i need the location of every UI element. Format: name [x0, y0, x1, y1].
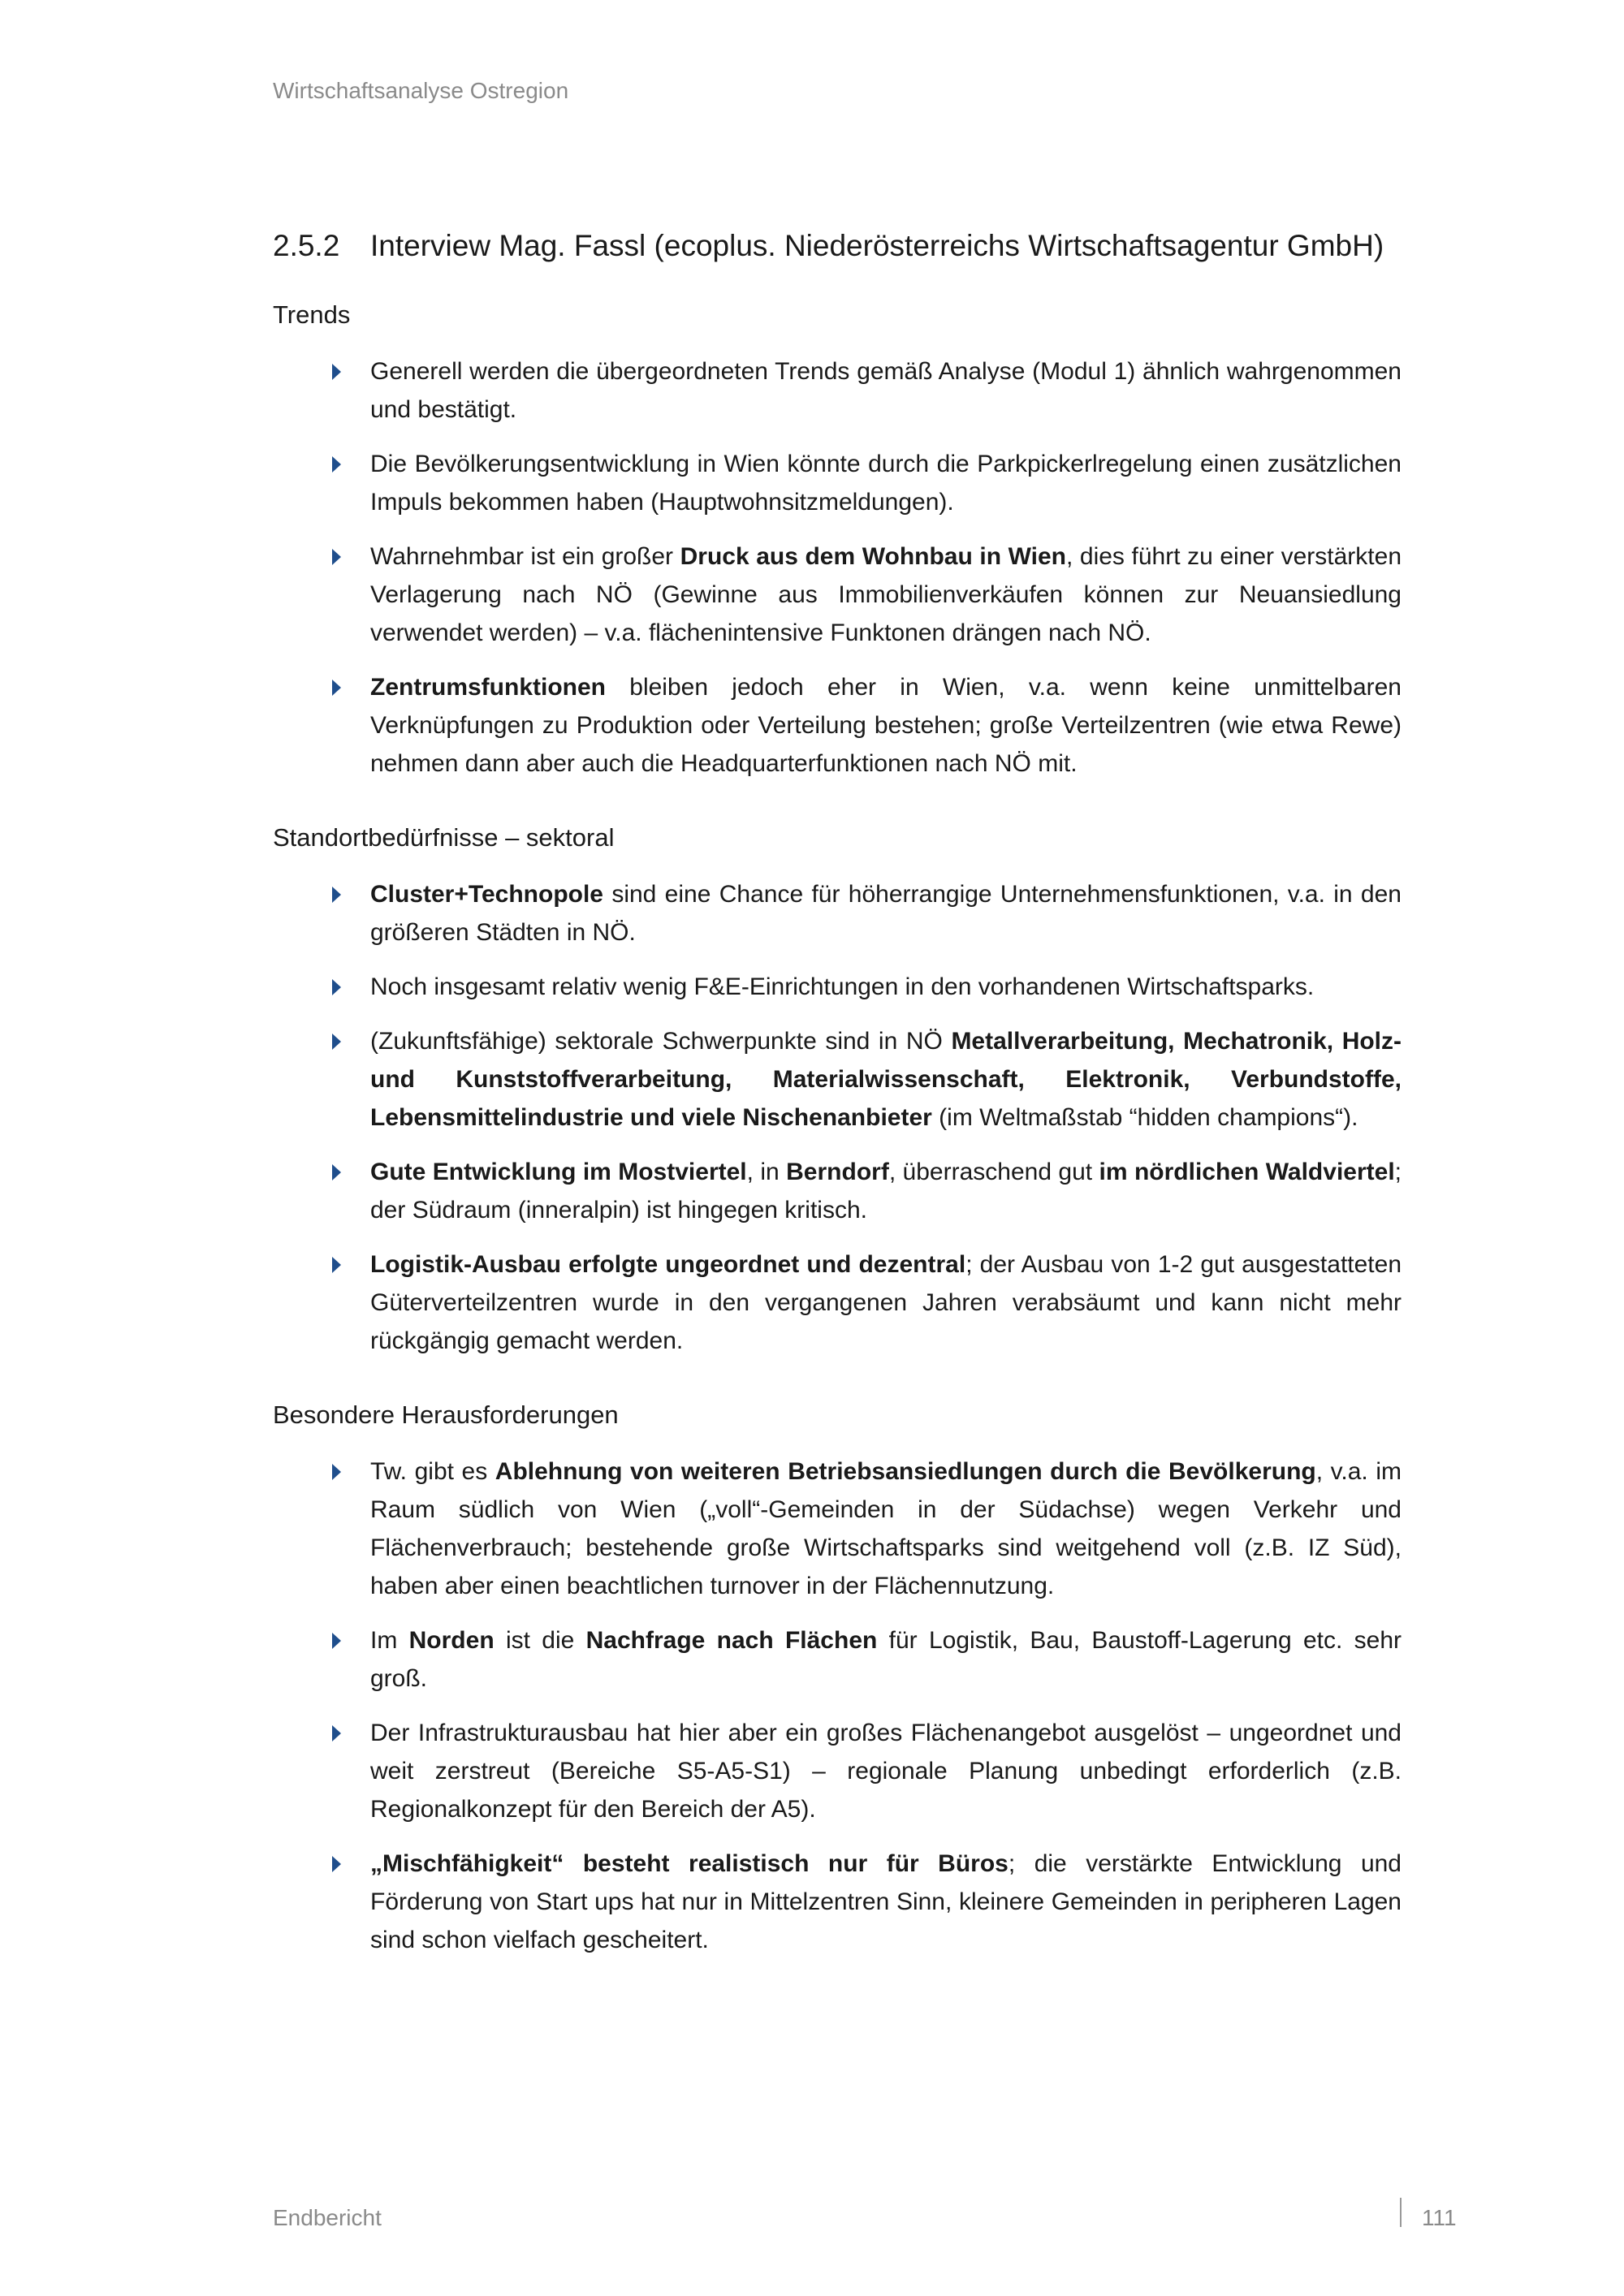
- text-segment: Tw. gibt es: [370, 1458, 495, 1485]
- page-content: [273, 229, 1402, 2000]
- bullet-item: [273, 1714, 1402, 1828]
- triangle-bullet-icon: [332, 549, 341, 565]
- triangle-bullet-icon: [332, 456, 341, 473]
- bullet-item: [273, 1845, 1402, 1959]
- bullet-list: [273, 1452, 1402, 1959]
- triangle-bullet-icon: [332, 1856, 341, 1872]
- text-segment: Der Infrastrukturausbau hat hier aber ein großes Flächenangebot ausgelöst – ungeordnet und weit zerstreut (Bereiche S5-A5-S1) – regionale Planung unbedingt erforderlich (z.B. Regionalkonzept für den Bereich der A5).: [370, 1720, 1402, 1823]
- text-segment: bleiben jedoch eher in Wien, v.a. wenn keine unmittelbaren Verknüpfungen zu Produktion oder Verteilung bestehen; große Verteilzentren (wie etwa Rewe) nehmen dann aber auch die Headquarterfunktionen nach NÖ mit.: [370, 674, 1402, 777]
- triangle-bullet-icon: [332, 1257, 341, 1273]
- bold-text: Logistik-Ausbau erfolgte ungeordnet und dezentral: [370, 1251, 966, 1278]
- triangle-bullet-icon: [332, 979, 341, 995]
- bold-text: Zentrumsfunktionen: [370, 674, 606, 701]
- bullet-list: [273, 352, 1402, 783]
- text-segment: Wahrnehmbar ist ein großer: [370, 543, 680, 570]
- bullet-item: [273, 537, 1402, 652]
- bold-text: Metallverarbeitung, Mechatronik, Holz- und Kunststoffverarbeitung, Materialwissenschaft, Elektronik, Verbundstoffe, Lebensmittelindustrie und viele Nischenanbieter: [370, 1028, 1402, 1131]
- bold-text: Druck aus dem Wohnbau in Wien: [680, 543, 1066, 570]
- section-heading: [273, 229, 1402, 263]
- bullet-item: [273, 1621, 1402, 1698]
- triangle-bullet-icon: [332, 1164, 341, 1180]
- running-header: Wirtschaftsanalyse Ostregion: [273, 78, 569, 103]
- bold-text: im nördlichen Waldviertel: [1099, 1159, 1395, 1185]
- bold-text: Gute Entwicklung im Mostviertel: [370, 1159, 747, 1185]
- bold-text: Norden: [408, 1627, 495, 1654]
- triangle-bullet-icon: [332, 1034, 341, 1050]
- bold-text: „Mischfähigkeit“ besteht realistisch nur für Büros: [370, 1850, 1009, 1877]
- text-segment: Noch insgesamt relativ wenig F&E-Einrichtungen in den vorhandenen Wirtschaftsparks.: [370, 973, 1315, 1000]
- section-title: Interview Mag. Fassl (ecoplus. Niederösterreichs Wirtschaftsagentur GmbH): [370, 229, 1384, 262]
- text-segment: sind eine Chance für höherrangige Unternehmensfunktionen, v.a. in den größeren Städten in NÖ.: [370, 881, 1402, 946]
- bullet-item: [273, 352, 1402, 429]
- bullet-item: [273, 445, 1402, 521]
- text-segment: , überraschend gut: [888, 1159, 1099, 1185]
- triangle-bullet-icon: [332, 680, 341, 696]
- bold-text: Ablehnung von weiteren Betriebsansiedlungen durch die Bevölkerung: [495, 1458, 1316, 1485]
- bullet-item: [273, 1245, 1402, 1360]
- bold-text: Cluster+Technopole: [370, 881, 603, 908]
- bold-text: Berndorf: [786, 1159, 889, 1185]
- triangle-bullet-icon: [332, 364, 341, 380]
- text-segment: für Logistik, Bau, Baustoff-Lagerung etc. sehr groß.: [370, 1627, 1402, 1692]
- triangle-bullet-icon: [332, 1633, 341, 1649]
- subsection-heading: Trends: [273, 300, 351, 329]
- subsections-container: [273, 300, 1402, 1959]
- triangle-bullet-icon: [332, 1725, 341, 1741]
- bullet-item: [273, 1452, 1402, 1605]
- bold-text: Nachfrage nach Flächen: [585, 1627, 878, 1654]
- text-segment: (im Weltmaßstab “hidden champions“).: [931, 1104, 1358, 1131]
- bullet-item: [273, 968, 1402, 1006]
- section-number: 2.5.2: [273, 229, 340, 262]
- bullet-list: [273, 875, 1402, 1360]
- bullet-item: [273, 1022, 1402, 1137]
- text-segment: (Zukunftsfähige) sektorale Schwerpunkte sind in NÖ: [370, 1028, 952, 1055]
- text-segment: , in: [746, 1159, 787, 1185]
- footer-divider: [1400, 2198, 1402, 2227]
- text-segment: Die Bevölkerungsentwicklung in Wien könnte durch die Parkpickerlregelung einen zusätzlichen Impuls bekommen haben (Hauptwohnsitzmeldungen).: [370, 451, 1402, 516]
- text-segment: ; der Südraum (inneralpin) ist hingegen kritisch.: [370, 1159, 1402, 1224]
- text-segment: ist die: [494, 1627, 586, 1654]
- text-segment: ; die verstärkte Entwicklung und Förderung von Start ups hat nur in Mittelzentren Sinn, kleinere Gemeinden in peripheren Lagen sind schon vielfach gescheitert.: [370, 1850, 1402, 1953]
- bullet-item: [273, 875, 1402, 952]
- triangle-bullet-icon: [332, 887, 341, 903]
- text-segment: , dies führt zu einer verstärkten Verlagerung nach NÖ (Gewinne aus Immobilienverkäufen können zur Neuansiedlung verwendet werden) – v.a. flächenintensive Funktonen drängen nach NÖ.: [370, 543, 1402, 646]
- bullet-item: [273, 1153, 1402, 1229]
- subsection-heading: Standortbedürfnisse – sektoral: [273, 823, 615, 852]
- bullet-item: [273, 668, 1402, 783]
- page-number: 111: [1422, 2205, 1457, 2230]
- subsection-heading: Besondere Herausforderungen: [273, 1400, 619, 1429]
- running-footer: Endbericht: [273, 2205, 382, 2230]
- text-segment: , v.a. im Raum südlich von Wien („voll“-Gemeinden in der Südachse) wegen Verkehr und Flächenverbrauch; bestehende große Wirtschaftsparks sind weitgehend voll (z.B. IZ Süd), haben aber einen beachtlichen turnover in der Flächennutzung.: [370, 1458, 1402, 1599]
- text-segment: Im: [370, 1627, 409, 1654]
- triangle-bullet-icon: [332, 1464, 341, 1480]
- text-segment: Generell werden die übergeordneten Trends gemäß Analyse (Modul 1) ähnlich wahrgenommen und bestätigt.: [370, 358, 1402, 423]
- text-segment: ; der Ausbau von 1-2 gut ausgestatteten Güterverteilzentren wurde in den vergangenen Jahren verabsäumt und kann nicht mehr rückgängig gemacht werden.: [370, 1251, 1402, 1354]
